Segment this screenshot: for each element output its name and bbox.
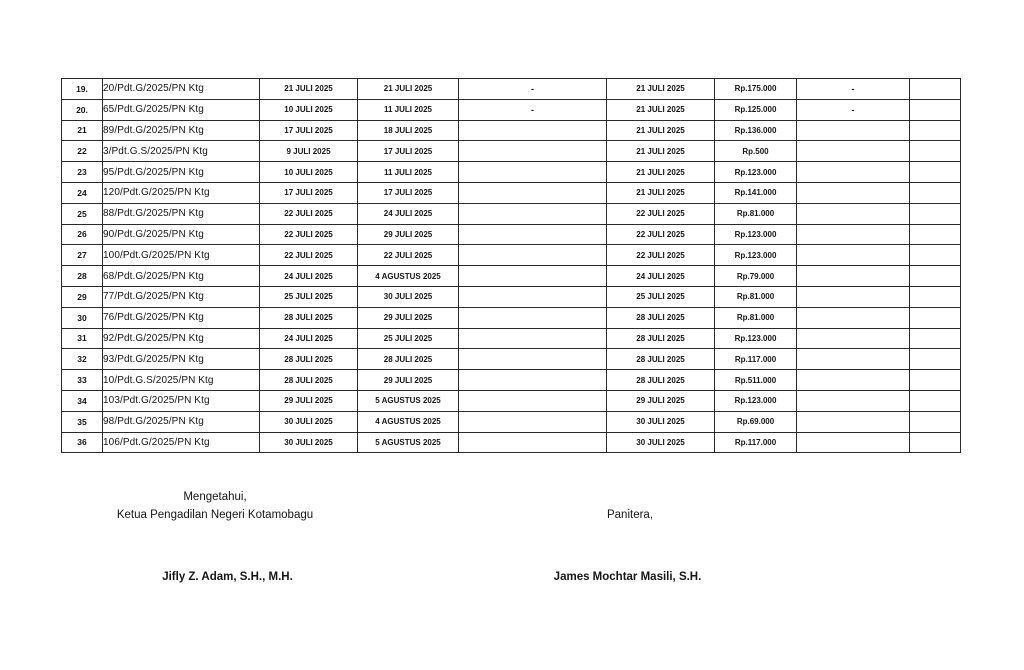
- cell-row-number: 30: [62, 307, 103, 328]
- cell-date-2: 5 AGUSTUS 2025: [358, 390, 459, 411]
- cell-date-1: 24 JULI 2025: [260, 328, 358, 349]
- cell-date-1: 10 JULI 2025: [260, 99, 358, 120]
- panitera-label: Panitera,: [606, 509, 654, 521]
- cell-col5: [459, 266, 607, 287]
- cell-col5: [459, 390, 607, 411]
- cell-date-2: 4 AGUSTUS 2025: [358, 411, 459, 432]
- cell-amount: Rp.81.000: [715, 307, 797, 328]
- cell-case-number: 65/Pdt.G/2025/PN Ktg: [103, 99, 260, 120]
- cell-amount: Rp.123.000: [715, 328, 797, 349]
- cell-date-3: 21 JULI 2025: [607, 141, 715, 162]
- cell-amount: Rp.117.000: [715, 349, 797, 370]
- cell-date-3: 29 JULI 2025: [607, 390, 715, 411]
- cell-amount: Rp.123.000: [715, 162, 797, 183]
- cell-amount: Rp.175.000: [715, 79, 797, 100]
- cell-date-3: 21 JULI 2025: [607, 182, 715, 203]
- cell-date-3: 28 JULI 2025: [607, 328, 715, 349]
- table-row: [62, 120, 961, 141]
- cell-date-3: 24 JULI 2025: [607, 266, 715, 287]
- cell-date-1: 29 JULI 2025: [260, 390, 358, 411]
- cell-row-number: 27: [62, 245, 103, 266]
- cell-date-2: 11 JULI 2025: [358, 162, 459, 183]
- ketua-pengadilan-label: Ketua Pengadilan Negeri Kotamobagu: [116, 509, 314, 521]
- cell-col9: [910, 370, 961, 391]
- cell-col8: [797, 266, 910, 287]
- cell-col8: [797, 432, 910, 453]
- cell-col8: [797, 162, 910, 183]
- cell-col8: [797, 307, 910, 328]
- cell-col9: [910, 411, 961, 432]
- mengetahui-label: Mengetahui,: [183, 491, 247, 503]
- cell-row-number: 29: [62, 286, 103, 307]
- cell-date-1: 30 JULI 2025: [260, 432, 358, 453]
- cell-date-1: 9 JULI 2025: [260, 141, 358, 162]
- cell-date-2: 11 JULI 2025: [358, 99, 459, 120]
- cell-date-1: 28 JULI 2025: [260, 370, 358, 391]
- cell-case-number: 120/Pdt.G/2025/PN Ktg: [103, 182, 260, 203]
- cell-date-2: 28 JULI 2025: [358, 349, 459, 370]
- court-register-table: [61, 78, 961, 453]
- cell-col5: [459, 224, 607, 245]
- table-row: [62, 203, 961, 224]
- cell-date-3: 28 JULI 2025: [607, 349, 715, 370]
- cell-col8: [797, 120, 910, 141]
- cell-date-1: 17 JULI 2025: [260, 120, 358, 141]
- table-row: [62, 99, 961, 120]
- cell-date-3: 30 JULI 2025: [607, 432, 715, 453]
- cell-col8: [797, 390, 910, 411]
- cell-col5: [459, 120, 607, 141]
- cell-row-number: 36: [62, 432, 103, 453]
- table-row: [62, 245, 961, 266]
- cell-amount: Rp.123.000: [715, 245, 797, 266]
- cell-date-2: 17 JULI 2025: [358, 182, 459, 203]
- cell-col8: [797, 245, 910, 266]
- cell-col9: [910, 307, 961, 328]
- cell-date-2: 22 JULI 2025: [358, 245, 459, 266]
- cell-col5: [459, 307, 607, 328]
- cell-date-3: 21 JULI 2025: [607, 79, 715, 100]
- table-row: [62, 307, 961, 328]
- cell-date-3: 21 JULI 2025: [607, 120, 715, 141]
- cell-case-number: 93/Pdt.G/2025/PN Ktg: [103, 349, 260, 370]
- cell-col5: [459, 182, 607, 203]
- cell-date-2: 21 JULI 2025: [358, 79, 459, 100]
- cell-date-1: 28 JULI 2025: [260, 349, 358, 370]
- cell-col5: [459, 370, 607, 391]
- table-row: [62, 328, 961, 349]
- right-signature-name: James Mochtar Masili, S.H.: [553, 571, 702, 583]
- cell-case-number: 88/Pdt.G/2025/PN Ktg: [103, 203, 260, 224]
- table-row: [62, 390, 961, 411]
- cell-col8: [797, 349, 910, 370]
- table-row: [62, 162, 961, 183]
- cell-case-number: 103/Pdt.G/2025/PN Ktg: [103, 390, 260, 411]
- table-row: [62, 411, 961, 432]
- cell-row-number: 28: [62, 266, 103, 287]
- cell-date-2: 25 JULI 2025: [358, 328, 459, 349]
- cell-col9: [910, 328, 961, 349]
- cell-case-number: 100/Pdt.G/2025/PN Ktg: [103, 245, 260, 266]
- cell-case-number: 106/Pdt.G/2025/PN Ktg: [103, 432, 260, 453]
- cell-case-number: 20/Pdt.G/2025/PN Ktg: [103, 79, 260, 100]
- table-row: [62, 370, 961, 391]
- cell-col5: [459, 286, 607, 307]
- cell-case-number: 68/Pdt.G/2025/PN Ktg: [103, 266, 260, 287]
- cell-row-number: 20.: [62, 99, 103, 120]
- cell-case-number: 95/Pdt.G/2025/PN Ktg: [103, 162, 260, 183]
- cell-date-2: 30 JULI 2025: [358, 286, 459, 307]
- cell-col5: [459, 203, 607, 224]
- cell-date-2: 4 AGUSTUS 2025: [358, 266, 459, 287]
- cell-date-1: 22 JULI 2025: [260, 224, 358, 245]
- cell-amount: Rp.511.000: [715, 370, 797, 391]
- cell-col5: [459, 349, 607, 370]
- cell-col8: -: [797, 99, 910, 120]
- cell-row-number: 25: [62, 203, 103, 224]
- cell-col9: [910, 162, 961, 183]
- cell-amount: Rp.81.000: [715, 203, 797, 224]
- cell-date-1: 22 JULI 2025: [260, 203, 358, 224]
- cell-col5: [459, 162, 607, 183]
- cell-amount: Rp.136.000: [715, 120, 797, 141]
- cell-col9: [910, 266, 961, 287]
- cell-amount: Rp.81.000: [715, 286, 797, 307]
- cell-amount: Rp.79.000: [715, 266, 797, 287]
- cell-col9: [910, 79, 961, 100]
- cell-col8: [797, 224, 910, 245]
- cell-amount: Rp.117.000: [715, 432, 797, 453]
- left-signature-name: Jifly Z. Adam, S.H., M.H.: [162, 571, 293, 583]
- table-row: [62, 349, 961, 370]
- cell-row-number: 19.: [62, 79, 103, 100]
- cell-row-number: 24: [62, 182, 103, 203]
- table-row: [62, 182, 961, 203]
- cell-date-2: 29 JULI 2025: [358, 307, 459, 328]
- cell-col9: [910, 245, 961, 266]
- table-body: [62, 79, 961, 453]
- right-signature-heading: [555, 506, 705, 524]
- cell-col8: [797, 370, 910, 391]
- cell-date-3: 21 JULI 2025: [607, 99, 715, 120]
- cell-col5: -: [459, 99, 607, 120]
- cell-amount: Rp.500: [715, 141, 797, 162]
- cell-row-number: 31: [62, 328, 103, 349]
- table-row: [62, 286, 961, 307]
- cell-case-number: 76/Pdt.G/2025/PN Ktg: [103, 307, 260, 328]
- cell-col9: [910, 99, 961, 120]
- cell-amount: Rp.125.000: [715, 99, 797, 120]
- cell-case-number: 10/Pdt.G.S/2025/PN Ktg: [103, 370, 260, 391]
- cell-row-number: 23: [62, 162, 103, 183]
- cell-col5: [459, 141, 607, 162]
- cell-date-2: 5 AGUSTUS 2025: [358, 432, 459, 453]
- table-row: [62, 79, 961, 100]
- cell-col8: [797, 411, 910, 432]
- cell-amount: Rp.123.000: [715, 224, 797, 245]
- cell-col9: [910, 224, 961, 245]
- cell-amount: Rp.123.000: [715, 390, 797, 411]
- table-row: [62, 266, 961, 287]
- cell-date-1: 25 JULI 2025: [260, 286, 358, 307]
- cell-date-3: 30 JULI 2025: [607, 411, 715, 432]
- cell-date-3: 22 JULI 2025: [607, 245, 715, 266]
- cell-col8: [797, 182, 910, 203]
- cell-date-1: 30 JULI 2025: [260, 411, 358, 432]
- cell-col5: [459, 245, 607, 266]
- cell-case-number: 89/Pdt.G/2025/PN Ktg: [103, 120, 260, 141]
- left-signature-heading: [90, 488, 340, 524]
- cell-date-1: 17 JULI 2025: [260, 182, 358, 203]
- cell-date-1: 24 JULI 2025: [260, 266, 358, 287]
- cell-case-number: 77/Pdt.G/2025/PN Ktg: [103, 286, 260, 307]
- cell-date-1: 10 JULI 2025: [260, 162, 358, 183]
- cell-amount: Rp.141.000: [715, 182, 797, 203]
- cell-date-3: 22 JULI 2025: [607, 203, 715, 224]
- cell-case-number: 92/Pdt.G/2025/PN Ktg: [103, 328, 260, 349]
- cell-date-2: 24 JULI 2025: [358, 203, 459, 224]
- table-row: [62, 432, 961, 453]
- cell-col9: [910, 349, 961, 370]
- cell-col5: [459, 411, 607, 432]
- cell-col8: -: [797, 79, 910, 100]
- cell-date-2: 29 JULI 2025: [358, 370, 459, 391]
- cell-date-2: 18 JULI 2025: [358, 120, 459, 141]
- cell-col9: [910, 141, 961, 162]
- cell-amount: Rp.69.000: [715, 411, 797, 432]
- cell-col8: [797, 141, 910, 162]
- cell-col9: [910, 182, 961, 203]
- cell-col9: [910, 120, 961, 141]
- cell-date-3: 21 JULI 2025: [607, 162, 715, 183]
- cell-col9: [910, 432, 961, 453]
- cell-col9: [910, 286, 961, 307]
- cell-row-number: 32: [62, 349, 103, 370]
- cell-row-number: 34: [62, 390, 103, 411]
- cell-date-3: 25 JULI 2025: [607, 286, 715, 307]
- cell-row-number: 33: [62, 370, 103, 391]
- cell-col5: -: [459, 79, 607, 100]
- cell-row-number: 26: [62, 224, 103, 245]
- table-row: [62, 141, 961, 162]
- cell-row-number: 22: [62, 141, 103, 162]
- cell-col8: [797, 328, 910, 349]
- cell-case-number: 98/Pdt.G/2025/PN Ktg: [103, 411, 260, 432]
- cell-col9: [910, 203, 961, 224]
- cell-date-2: 29 JULI 2025: [358, 224, 459, 245]
- cell-col5: [459, 328, 607, 349]
- cell-row-number: 35: [62, 411, 103, 432]
- cell-date-3: 22 JULI 2025: [607, 224, 715, 245]
- cell-case-number: 3/Pdt.G.S/2025/PN Ktg: [103, 141, 260, 162]
- cell-date-3: 28 JULI 2025: [607, 370, 715, 391]
- cell-col8: [797, 203, 910, 224]
- cell-col9: [910, 390, 961, 411]
- table-row: [62, 224, 961, 245]
- cell-date-1: 22 JULI 2025: [260, 245, 358, 266]
- cell-row-number: 21: [62, 120, 103, 141]
- cell-col8: [797, 286, 910, 307]
- cell-col5: [459, 432, 607, 453]
- cell-date-1: 28 JULI 2025: [260, 307, 358, 328]
- cell-case-number: 90/Pdt.G/2025/PN Ktg: [103, 224, 260, 245]
- cell-date-3: 28 JULI 2025: [607, 307, 715, 328]
- cell-date-1: 21 JULI 2025: [260, 79, 358, 100]
- cell-date-2: 17 JULI 2025: [358, 141, 459, 162]
